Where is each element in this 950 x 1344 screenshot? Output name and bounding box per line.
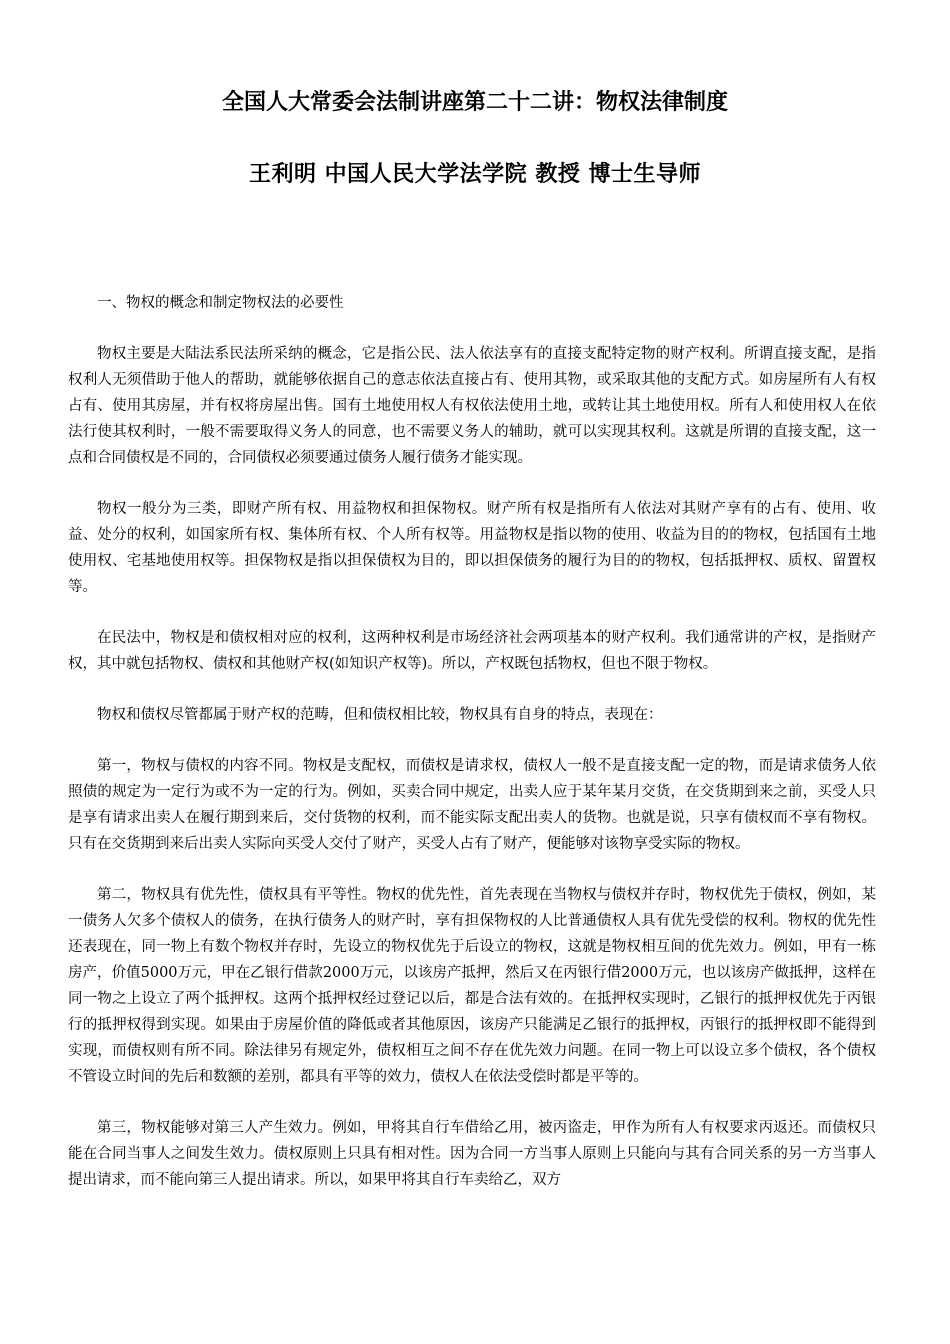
section-heading: 一、物权的概念和制定物权法的必要性 <box>97 295 344 311</box>
paragraph: 物权主要是大陆法系民法所采纳的概念，它是指公民、法人依法享有的直接支配特定物的财产权利。所谓直接支配，是指权利人无须借助于他人的帮助，就能够依据自己的意志依法直接占有、使用其物，或采取其他的支配方式。如房屋所有人有权占有、使用其房屋，并有权将房屋出售。国有土地使用权人有权依法使用土地，或转让其土地使用权。所有人和使用权人在依法行使其权利时，一般不需要取得义务人的同意，也不需要义务人的辅助，就可以实现其权利。这就是所谓的直接支配，这一点和合同债权是不同的，合同债权必须要通过债务人履行债务才能实现。 <box>68 346 876 466</box>
paragraph: 第三，物权能够对第三人产生效力。例如，甲将其自行车借给乙用，被丙盗走，甲作为所有人有权要求丙返还。而债权只能在合同当事人之间发生效力。债权原则上只具有相对性。因为合同一方当事人原则上只能向与其有合同关系的另一方当事人提出请求，而不能向第三人提出请求。所以，如果甲将其自行车卖给乙，双方 <box>68 1120 876 1188</box>
paragraph: 物权一般分为三类，即财产所有权、用益物权和担保物权。财产所有权是指所有人依法对其财产享有的占有、使用、收益、处分的权利，如国家所有权、集体所有权、个人所有权等。用益物权是指以物的使用、收益为目的的物权，包括国有土地使用权、宅基地使用权等。担保物权是指以担保债权为目的，即以担保债务的履行为目的的物权，包括抵押权、质权、留置权等。 <box>68 501 876 595</box>
paragraph: 第二，物权具有优先性，债权具有平等性。物权的优先性，首先表现在当物权与债权并存时，物权优先于债权，例如，某一债务人欠多个债权人的债务，在执行债务人的财产时，享有担保物权的人比普通债权人具有优先受偿的权利。物权的优先性还表现在，同一物上有数个物权并存时，先设立的物权优先于后设立的物权，这就是物权相互间的优先效力。例如，甲有一栋房产，价值5000万元，甲在乙银行借款2000万元，以该房产抵押，然后又在丙银行借2000万元，也以该房产做抵押，这样在同一物之上设立了两个抵押权。这两个抵押权经过登记以后，都是合法有效的。在抵押权实现时，乙银行的抵押权优先于丙银行的抵押权得到实现。如果由于房屋价值的降低或者其他原因，该房产只能满足乙银行的抵押权，丙银行的抵押权即不能得到实现，而债权则有所不同。除法律另有规定外，债权相互之间不存在优先效力问题。在同一物上可以设立多个债权，各个债权不管设立时间的先后和数额的差别，都具有平等的效力，债权人在依法受偿时都是平等的。 <box>68 887 876 1085</box>
paragraph: 物权和债权尽管都属于财产权的范畴，但和债权相比较，物权具有自身的特点，表现在： <box>97 707 663 723</box>
document-title: 全国人大常委会法制讲座第二十二讲：物权法律制度 <box>221 90 728 115</box>
paragraph: 在民法中，物权是和债权相对应的权利，这两种权利是市场经济社会两项基本的财产权利。我们通常讲的产权，是指财产权，其中就包括物权、债权和其他财产权(如知识产权等)。所以，产权既包括物权，但也不限于物权。 <box>68 630 876 672</box>
paragraph: 第一，物权与债权的内容不同。物权是支配权，而债权是请求权，债权人一般不是直接支配一定的物，而是请求债务人依照债的规定为一定行为或不为一定的行为。例如，买卖合同中规定，出卖人应于某年某月交货，在交货期到来之前，买受人只是享有请求出卖人在履行期到来后，交付货物的权利，而不能实际支配出卖人的货物。也就是说，只享有债权而不享有物权。只有在交货期到来后出卖人实际向买受人交付了财产，买受人占有了财产，便能够对该物享受实际的物权。 <box>68 758 876 852</box>
document-body <box>68 290 876 1218</box>
author-line: 王利明 中国人民大学法学院 教授 博士生导师 <box>249 162 701 187</box>
